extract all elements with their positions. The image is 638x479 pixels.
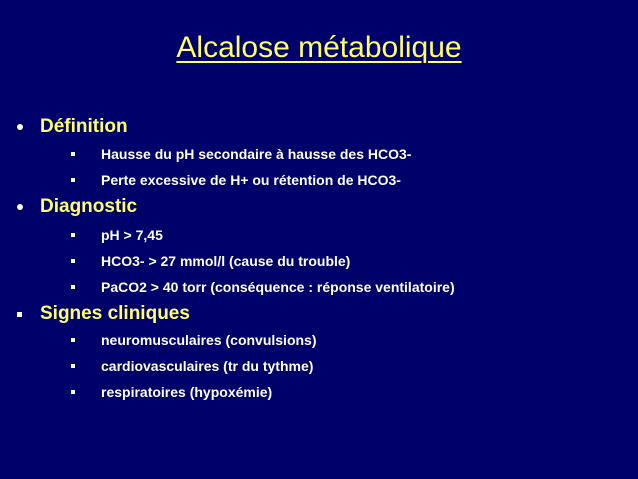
list-item xyxy=(101,357,313,375)
section-heading-diagnostic xyxy=(40,196,137,218)
list-item xyxy=(101,171,401,189)
square-bullet-icon xyxy=(71,259,75,263)
section-heading-definition xyxy=(40,116,128,138)
square-bullet-icon xyxy=(71,364,75,368)
slide-title: Alcalose métabolique xyxy=(176,31,462,64)
square-bullet-icon xyxy=(71,233,75,237)
list-item-text: Hausse du pH secondaire à hausse des HCO3- xyxy=(101,146,412,162)
square-bullet-icon xyxy=(71,178,75,182)
square-bullet-icon xyxy=(71,285,75,289)
round-bullet-icon xyxy=(17,204,23,210)
list-item-text: respiratoires (hypoxémie) xyxy=(101,384,273,400)
square-bullet-icon xyxy=(71,152,75,156)
list-item xyxy=(101,331,317,349)
section-heading-label: Définition xyxy=(40,116,128,137)
list-item xyxy=(101,145,411,163)
list-item xyxy=(101,278,455,296)
list-item-text: neuromusculaires (convulsions) xyxy=(101,332,317,348)
section-heading-signes-cliniques xyxy=(40,303,190,325)
round-bullet-icon xyxy=(17,124,23,130)
square-bullet-icon xyxy=(71,390,75,394)
list-item xyxy=(101,252,350,270)
list-item-text: HCO3- > 27 mmol/l (cause du trouble) xyxy=(101,253,351,269)
square-bullet-icon xyxy=(17,312,22,317)
list-item-text: pH > 7,45 xyxy=(101,227,163,243)
list-item xyxy=(101,226,163,244)
list-item-text: Perte excessive de H+ ou rétention de HCO3- xyxy=(101,172,401,188)
list-item-text: PaCO2 > 40 torr (conséquence : réponse ventilatoire) xyxy=(101,279,455,295)
list-item xyxy=(101,383,272,401)
section-heading-label: Diagnostic xyxy=(40,196,138,217)
square-bullet-icon xyxy=(71,338,75,342)
list-item-text: cardiovasculaires (tr du tythme) xyxy=(101,358,314,374)
section-heading-label: Signes cliniques xyxy=(40,303,190,324)
